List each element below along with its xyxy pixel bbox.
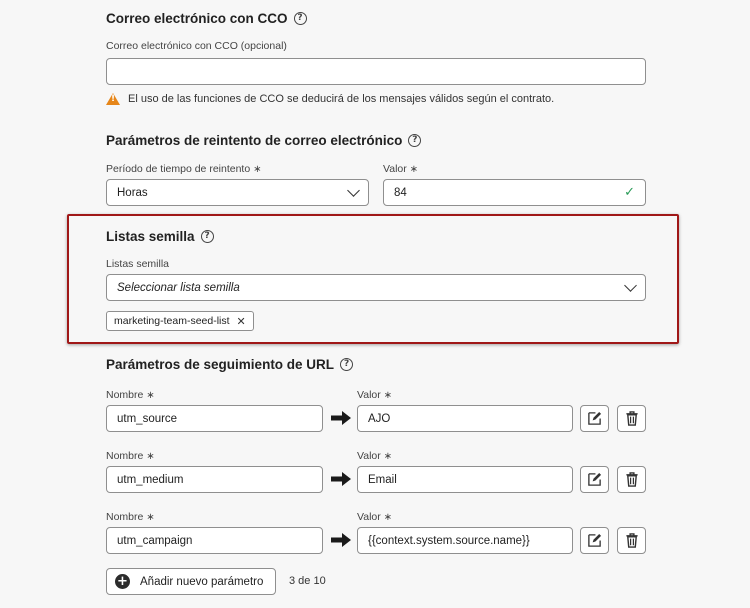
- param-value-label: [357, 389, 392, 401]
- param-name-label: [106, 450, 155, 462]
- required-marker: ∗: [146, 390, 155, 401]
- checkmark-icon: ✓: [624, 185, 635, 200]
- edit-icon: [587, 472, 602, 487]
- required-marker: ∗: [146, 451, 155, 462]
- seed-list-tag-label: marketing-team-seed-list: [114, 315, 230, 327]
- retry-value-label-text: Valor: [383, 163, 407, 175]
- url-tracking-section-title: [106, 357, 353, 372]
- bcc-title-text: Correo electrónico con CCO: [106, 11, 288, 26]
- help-icon[interactable]: ?: [340, 358, 353, 371]
- trash-icon: [625, 533, 639, 548]
- trash-icon: [625, 411, 639, 426]
- required-marker: ∗: [253, 164, 262, 175]
- param-value-input[interactable]: {{context.system.source.name}}: [357, 527, 573, 554]
- required-marker: ∗: [146, 512, 155, 523]
- bcc-warning: [106, 93, 554, 105]
- edit-param-button[interactable]: [580, 527, 609, 554]
- plus-circle-icon: +: [115, 574, 130, 589]
- delete-param-button[interactable]: [617, 466, 646, 493]
- seed-title-text: Listas semilla: [106, 229, 195, 244]
- seed-list-placeholder: Seleccionar lista semilla: [117, 281, 240, 294]
- arrow-right-icon: [331, 533, 351, 547]
- url-tracking-title-text: Parámetros de seguimiento de URL: [106, 357, 335, 372]
- retry-value-input[interactable]: [383, 179, 646, 206]
- edit-param-button[interactable]: [580, 405, 609, 432]
- seed-list-tag: [106, 311, 254, 331]
- edit-icon: [587, 533, 602, 548]
- trash-icon: [625, 472, 639, 487]
- param-value-input[interactable]: AJO: [357, 405, 573, 432]
- add-parameter-button[interactable]: [106, 568, 276, 595]
- arrow-right-icon: [331, 472, 351, 486]
- bcc-section-title: [106, 11, 307, 26]
- chevron-down-icon: [347, 184, 360, 197]
- edit-icon: [587, 411, 602, 426]
- seed-list-select[interactable]: [106, 274, 646, 301]
- required-marker: ∗: [383, 390, 393, 401]
- param-value-label: [357, 511, 392, 523]
- required-marker: ∗: [409, 164, 419, 175]
- retry-value-label: [383, 163, 418, 175]
- param-value-input[interactable]: Email: [357, 466, 573, 493]
- retry-period-select[interactable]: [106, 179, 369, 206]
- required-marker: ∗: [383, 512, 393, 523]
- add-parameter-label: Añadir nuevo parámetro: [140, 575, 264, 588]
- param-name-label: [106, 511, 155, 523]
- param-name-input[interactable]: utm_medium: [106, 466, 323, 493]
- required-marker: ∗: [383, 451, 393, 462]
- param-name-label-text: Nombre: [106, 511, 144, 523]
- bcc-email-input[interactable]: [106, 58, 646, 85]
- help-icon[interactable]: ?: [294, 12, 307, 25]
- chevron-down-icon: [624, 279, 637, 292]
- param-name-label-text: Nombre: [106, 450, 144, 462]
- retry-title-text: Parámetros de reintento de correo electrónico: [106, 133, 403, 148]
- retry-value-text: 84: [394, 186, 407, 199]
- retry-period-value: Horas: [117, 186, 148, 199]
- arrow-right-icon: [331, 411, 351, 425]
- seed-section-title: [106, 229, 214, 244]
- bcc-warning-text: El uso de las funciones de CCO se deducirá de los mensajes válidos según el contrato.: [128, 93, 555, 105]
- param-name-input[interactable]: utm_campaign: [106, 527, 323, 554]
- seed-field-label: Listas semilla: [106, 258, 170, 270]
- help-icon[interactable]: ?: [201, 230, 214, 243]
- warning-icon: !: [106, 93, 120, 105]
- help-icon[interactable]: ?: [408, 134, 421, 147]
- bcc-field-label: Correo electrónico con CCO (opcional): [106, 40, 287, 52]
- param-name-label-text: Nombre: [106, 389, 144, 401]
- param-value-label-text: Valor: [357, 450, 381, 462]
- remove-tag-icon[interactable]: ✕: [236, 314, 246, 328]
- param-name-input[interactable]: utm_source: [106, 405, 323, 432]
- delete-param-button[interactable]: [617, 527, 646, 554]
- param-value-label-text: Valor: [357, 511, 381, 523]
- param-name-label: [106, 389, 155, 401]
- retry-period-label: [106, 163, 262, 175]
- edit-param-button[interactable]: [580, 466, 609, 493]
- parameter-count: 3 de 10: [289, 575, 326, 587]
- delete-param-button[interactable]: [617, 405, 646, 432]
- retry-period-label-text: Período de tiempo de reintento: [106, 163, 251, 175]
- param-value-label: [357, 450, 392, 462]
- retry-section-title: [106, 133, 421, 148]
- param-value-label-text: Valor: [357, 389, 381, 401]
